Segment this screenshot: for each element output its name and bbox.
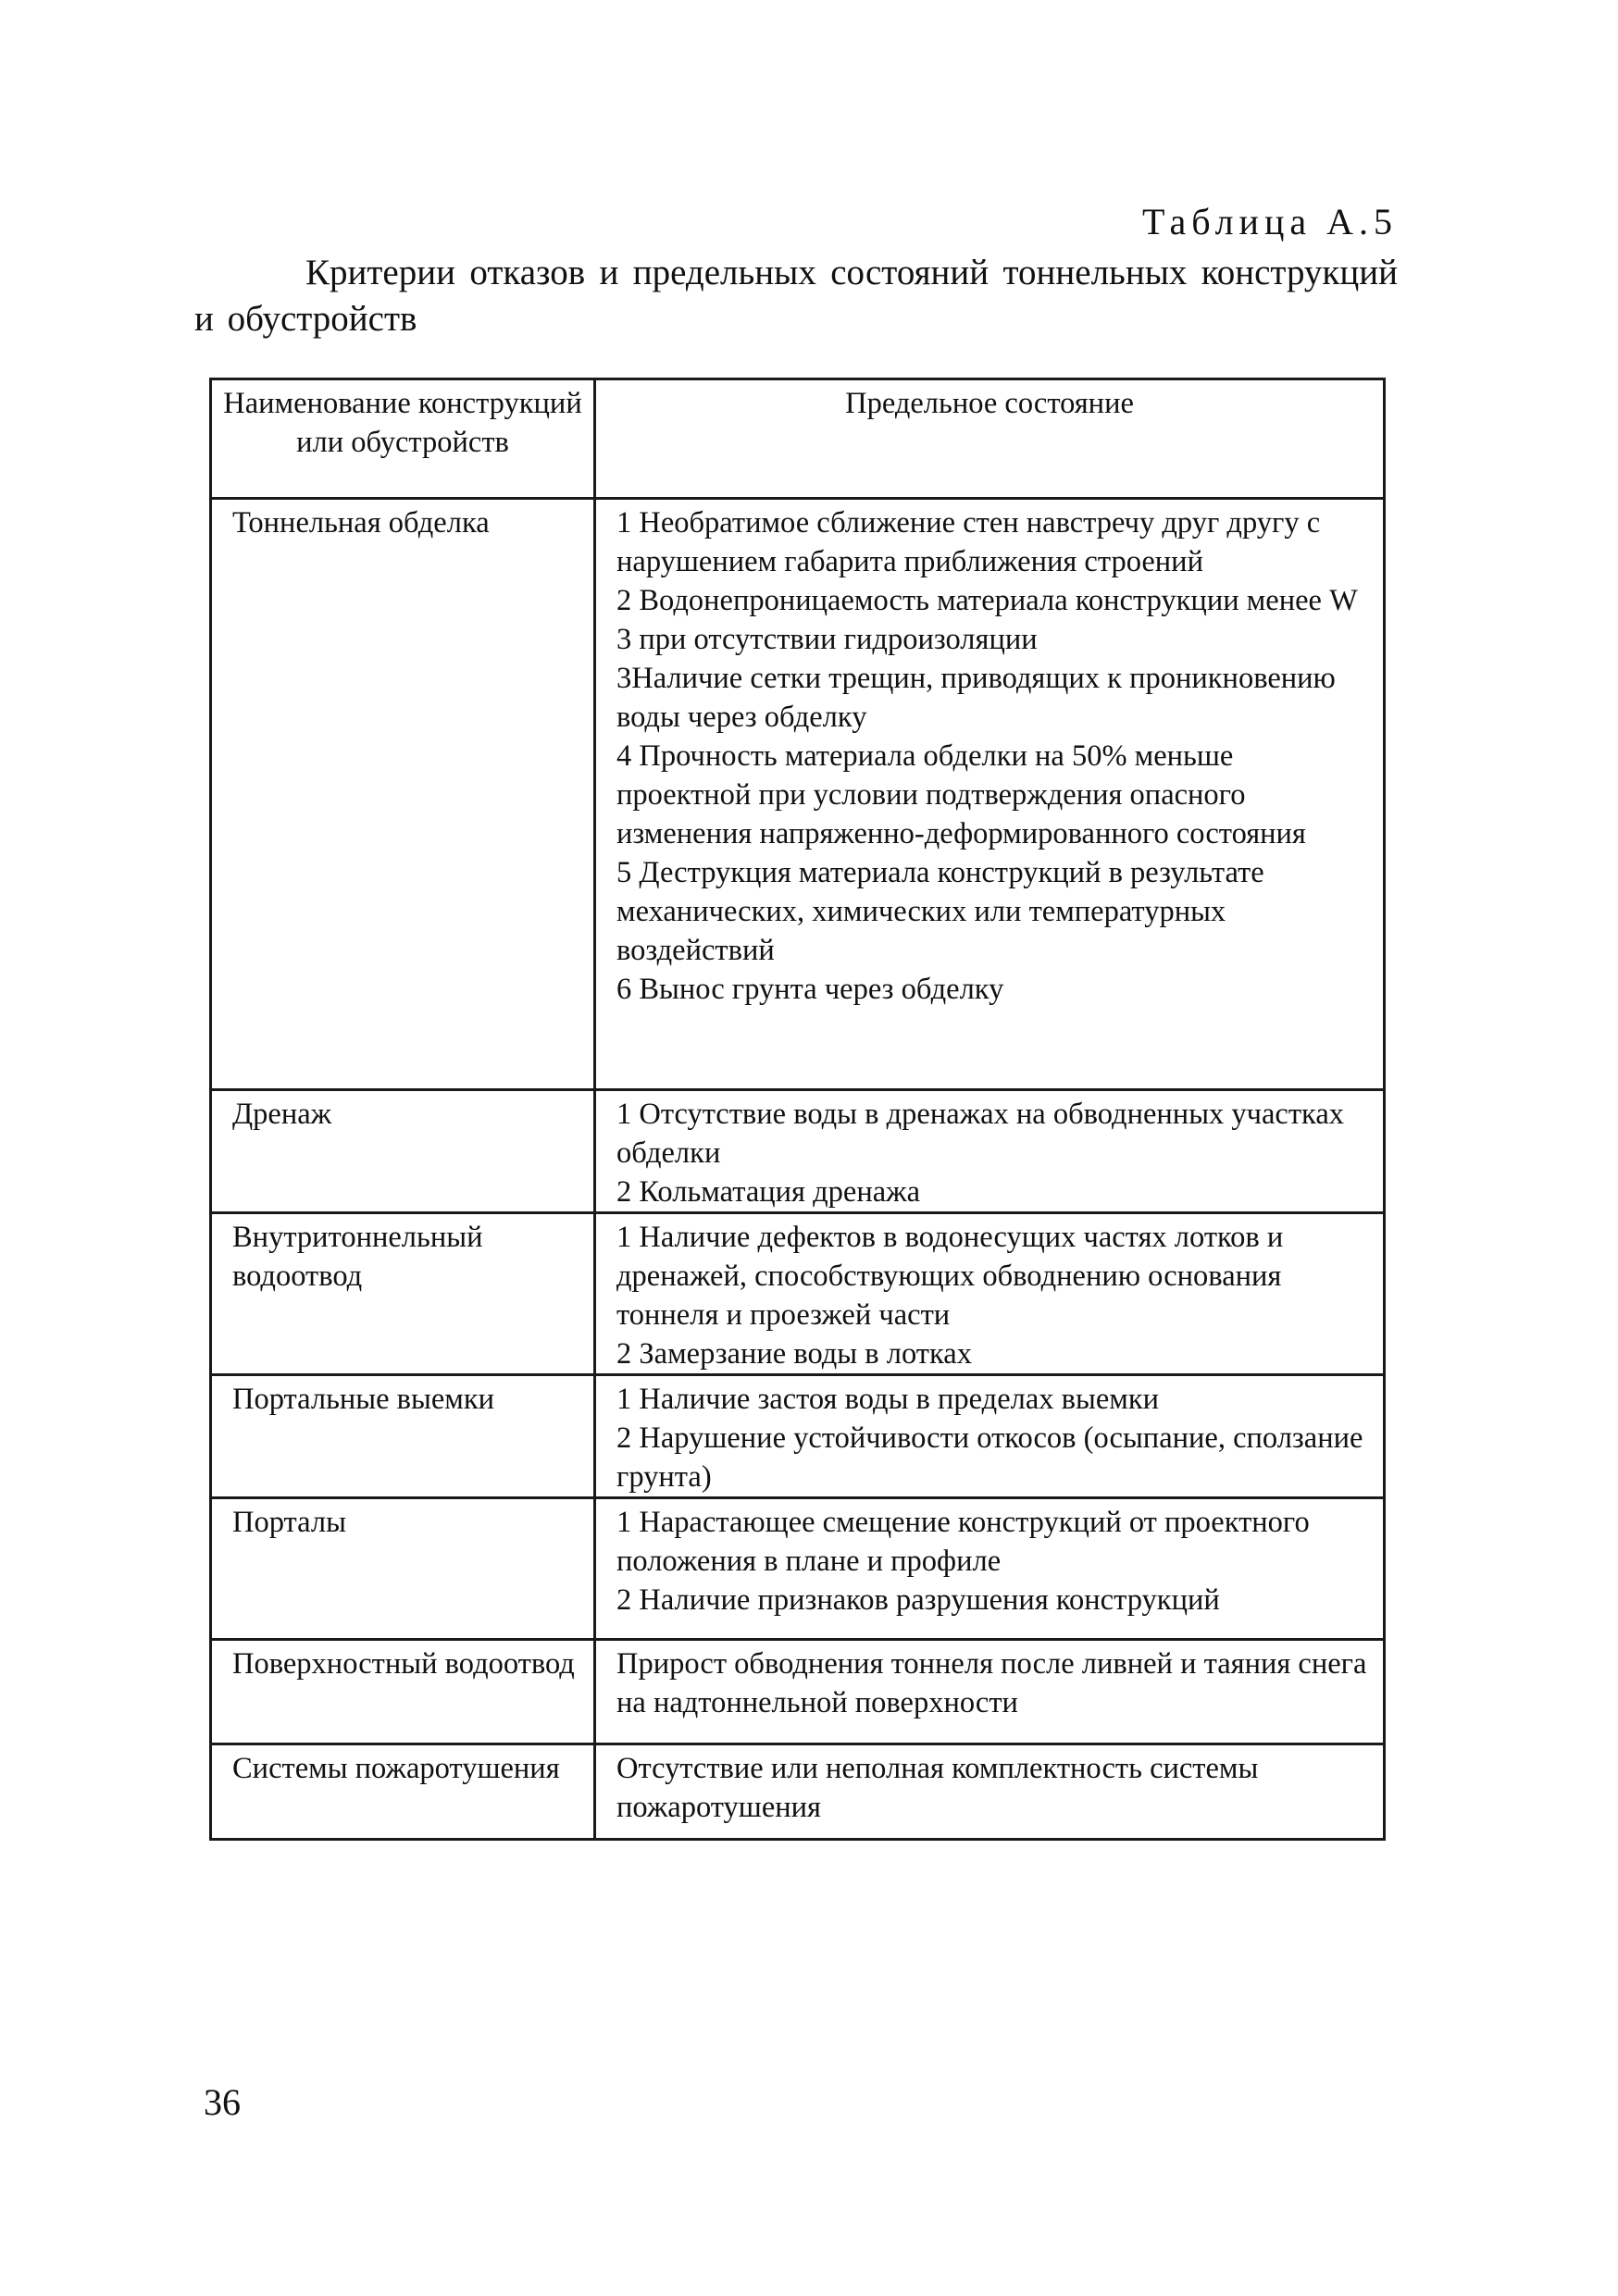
- header-state-label: Предельное состояние: [845, 387, 1134, 420]
- row-state-list: [596, 1214, 1383, 1373]
- table-row: [211, 499, 1385, 1090]
- row-state-cell: [595, 499, 1385, 1090]
- row-name-cell: [211, 499, 595, 1090]
- criteria-table: [209, 378, 1386, 1841]
- row-state-cell: [595, 1498, 1385, 1640]
- row-name-cell: [211, 1640, 595, 1744]
- row-name-cell: [211, 1744, 595, 1840]
- table-row: [211, 1213, 1385, 1375]
- row-name-cell: [211, 1498, 595, 1640]
- state-item: 4 Прочность материала обделки на 50% меньше проектной при условии подтверждения опасного изменения напряженно-деформированного состояния: [616, 739, 1306, 850]
- state-item: 1 Необратимое сближение стен навстречу друг другу с нарушением габарита приближения строений: [616, 506, 1321, 578]
- row-name-cell: [211, 1213, 595, 1375]
- state-item: 2 Замерзание воды в лотках: [616, 1337, 972, 1371]
- row-name: Портальные выемки: [232, 1383, 495, 1416]
- row-state-cell: [595, 1213, 1385, 1375]
- row-name: Порталы: [232, 1506, 346, 1539]
- state-item: 1 Отсутствие воды в дренажах на обводненных участках обделки: [616, 1098, 1345, 1170]
- header-state-column: [595, 379, 1385, 499]
- row-name: Внутритоннельный водоотвод: [232, 1221, 483, 1293]
- state-item: 2 Нарушение устойчивости откосов (осыпание, сползание грунта): [616, 1421, 1363, 1494]
- table-title: Критерии отказов и предельных состояний тоннельных конструкций и обустройств: [194, 253, 1398, 339]
- table-header-row: [211, 379, 1385, 499]
- state-item: 1 Нарастающее смещение конструкций от проектного положения в плане и профиле: [616, 1506, 1310, 1578]
- table-row: [211, 1498, 1385, 1640]
- state-item: 1 Наличие застоя воды в пределах выемки: [616, 1383, 1159, 1416]
- row-name: Системы пожаротушения: [232, 1752, 560, 1785]
- row-state-cell: [595, 1744, 1385, 1840]
- row-state-list: [596, 1091, 1383, 1211]
- page-number: 36: [204, 2081, 241, 2123]
- state-item: 1 Наличие дефектов в водонесущих частях лотков и дренажей, способствующих обводнению основания тоннеля и проезжей части: [616, 1221, 1284, 1332]
- table-row: [211, 1090, 1385, 1213]
- row-state-list: [596, 1641, 1383, 1722]
- table-number: Таблица А.5: [1142, 201, 1398, 242]
- state-item: 5 Деструкция материала конструкций в результате механических, химических или температурных воздействий: [616, 856, 1264, 967]
- row-name: Дренаж: [232, 1098, 332, 1131]
- row-name-cell: [211, 1090, 595, 1213]
- row-state-list: [596, 1499, 1383, 1620]
- row-state-list: [596, 1376, 1383, 1496]
- criteria-table-container: [209, 378, 1383, 1841]
- state-item: 2 Кольматация дренажа: [616, 1175, 921, 1209]
- row-state-list: [596, 500, 1383, 1009]
- row-state-cell: [595, 1090, 1385, 1213]
- table-row: [211, 1744, 1385, 1840]
- row-state-cell: [595, 1640, 1385, 1744]
- header-name-label: Наименование конструкций или обустройств: [223, 387, 582, 459]
- row-state-list: [596, 1745, 1383, 1827]
- state-item: Отсутствие или неполная комплектность системы пожаротушения: [616, 1752, 1259, 1824]
- state-item: 2 Водонепроницаемость материала конструкции менее W 3 при отсутствии гидроизоляции: [616, 584, 1358, 656]
- table-row: [211, 1375, 1385, 1498]
- row-name: Поверхностный водоотвод: [232, 1647, 575, 1681]
- state-item: 2 Наличие признаков разрушения конструкций: [616, 1583, 1220, 1617]
- state-item: Прирост обводнения тоннеля после ливней и таяния снега на надтоннельной поверхности: [616, 1647, 1367, 1719]
- table-row: [211, 1640, 1385, 1744]
- header-name-column: [211, 379, 595, 499]
- row-name: Тоннельная обделка: [232, 506, 490, 540]
- row-state-cell: [595, 1375, 1385, 1498]
- row-name-cell: [211, 1375, 595, 1498]
- state-item: 3Наличие сетки трещин, приводящих к проникновению воды через обделку: [616, 662, 1336, 734]
- state-item: 6 Вынос грунта через обделку: [616, 973, 1004, 1006]
